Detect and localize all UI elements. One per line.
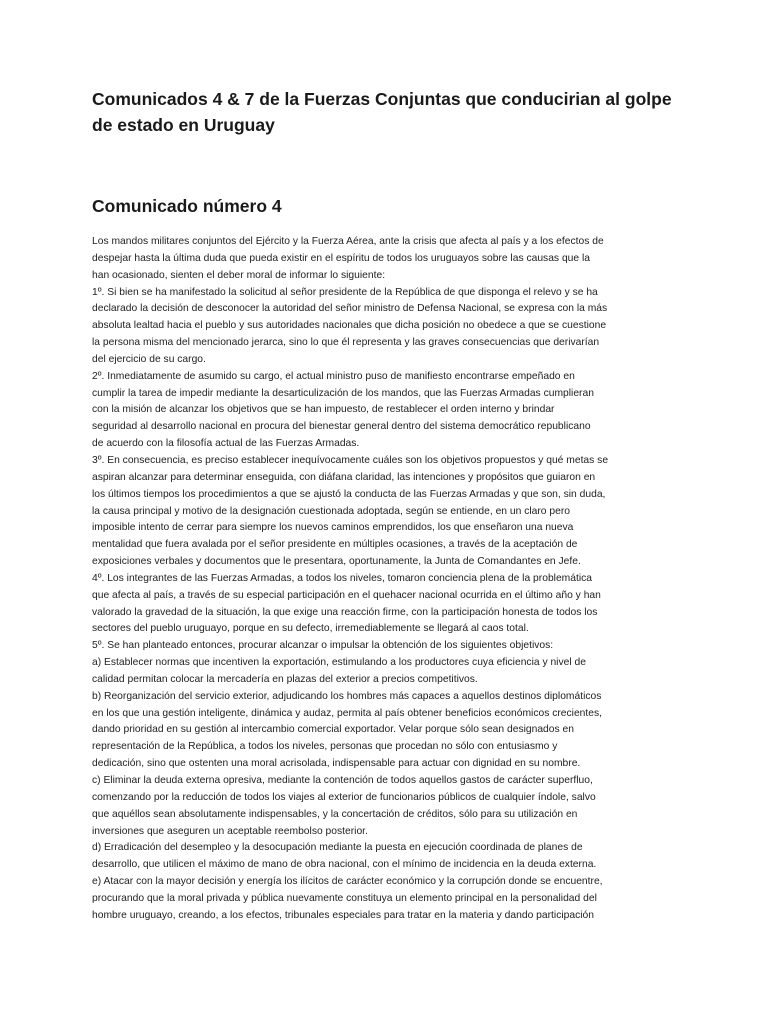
text-line: con la misión de alcanzar los objetivos que se han impuesto, de restablecer el orden interno y brindar bbox=[92, 404, 555, 416]
text-line: c) Eliminar la deuda externa opresiva, mediante la contención de todos aquellos gastos de carácter superfluo, bbox=[92, 775, 593, 786]
text-line: 4º. Los integrantes de las Fuerzas Armadas, a todos los niveles, tomaron conciencia plena de la problemática bbox=[92, 572, 593, 584]
text-line: cumplir la tarea de impedir mediante la desarticulización de los mandos, que las Fuerzas Armadas cumplieran bbox=[92, 387, 594, 399]
text-line: valorado la gravedad de la situación, la que exige una reacción firme, con la participación honesta de todos los bbox=[92, 606, 598, 618]
document-body bbox=[92, 234, 692, 925]
text-line: dedicación, sino que ostenten una moral acrisolada, indispensable para actuar con dignidad en su nombre. bbox=[92, 758, 581, 770]
text-line: b) Reorganización del servicio exterior, adjudicando los hombres más capaces a aquellos destinos diplomáticos bbox=[92, 690, 602, 702]
paragraph bbox=[92, 840, 692, 874]
paragraph bbox=[92, 689, 692, 773]
text-line: los últimos tiempos los procedimientos a que se ajustó la conducta de las Fuerzas Armadas y que son, sin duda, bbox=[92, 488, 606, 500]
text-line: calidad permitan colocar la mercadería en plazas del exterior a precios competitivos. bbox=[92, 673, 478, 685]
paragraph bbox=[92, 874, 692, 925]
text-line: representación de la República, a todos los niveles, personas que procedan no sólo con entusiasmo y bbox=[92, 741, 558, 753]
text-line: inversiones que aseguren un aceptable reembolso posterior. bbox=[92, 825, 368, 837]
text-line: procurando que la moral privada y pública nuevamente constituya un elemento principal en la personalidad del bbox=[92, 892, 597, 904]
text-line: Los mandos militares conjuntos del Ejército y la Fuerza Aérea, ante la crisis que afecta al país y a los efectos de bbox=[92, 236, 604, 247]
text-line: exposiciones verbales y documentos que le presentara, oportunamente, la Junta de Comandantes en Jefe. bbox=[92, 556, 581, 568]
paragraph bbox=[92, 234, 692, 285]
text-line: la persona misma del mencionado jerarca, sino lo que él representa y las graves consecuencias que derivarían bbox=[92, 337, 600, 349]
text-line: han ocasionado, sienten el deber moral de informar lo siguiente: bbox=[92, 269, 386, 281]
text-line: que afecta al país, a través de su especial participación en el quehacer nacional ocurrida en el último año y han bbox=[92, 589, 601, 601]
text-line: aspiran alcanzar para determinar enseguida, con diáfana claridad, las intenciones y propósitos que guiaron en bbox=[92, 471, 596, 483]
text-line: sectores del pueblo uruguayo, porque en su defecto, irremediablemente se llegará al caos total. bbox=[92, 623, 529, 635]
document-title: Comunicados 4 & 7 de la Fuerzas Conjuntas que conducirian al golpe de estado en Uruguay bbox=[92, 89, 672, 135]
paragraph bbox=[92, 369, 692, 453]
text-line: en los que una gestión inteligente, dinámica y audaz, permita al país obtener beneficios económicos crecientes, bbox=[92, 707, 603, 719]
text-line: 3º. En consecuencia, es preciso establecer inequívocamente cuáles son los objetivos propuestos y qué metas se bbox=[92, 454, 609, 466]
text-line: dando prioridad en su gestión al intercambio comercial exportador. Velar porque sólo sean designados en bbox=[92, 724, 574, 736]
text-line: imposible intento de cerrar para siempre los nuevos caminos emprendidos, los que enseñaron una nueva bbox=[92, 522, 574, 534]
text-line: del ejercicio de su cargo. bbox=[92, 353, 206, 365]
text-line: e) Atacar con la mayor decisión y energía los ilícitos de carácter económico y la corrupción donde se encuentre, bbox=[92, 876, 603, 888]
text-line: declarado la decisión de desconocer la autoridad del señor ministro de Defensa Nacional, se expresa con la más bbox=[92, 303, 608, 315]
text-line: despejar hasta la última duda que pueda existir en el espíritu de todos los uruguayos sobre las causas que la bbox=[92, 252, 590, 264]
paragraph bbox=[92, 453, 692, 571]
text-line: comenzando por la reducción de todos los viajes al exterior de funcionarios públicos de cualquier índole, salvo bbox=[92, 791, 596, 803]
text-line: 1º. Si bien se ha manifestado la solicitud al señor presidente de la República de que disponga el relevo y se ha bbox=[92, 286, 598, 298]
paragraph bbox=[92, 638, 692, 655]
paragraph bbox=[92, 655, 692, 689]
text-line: absoluta lealtad hacia el pueblo y sus autoridades nacionales que dicha posición no obedece a que se cuestione bbox=[92, 320, 607, 332]
text-line: d) Erradicación del desempleo y la desocupación mediante la puesta en ejecución coordinada de planes de bbox=[92, 842, 583, 854]
paragraph bbox=[92, 285, 692, 369]
text-line: de acuerdo con la filosofía actual de las Fuerzas Armadas. bbox=[92, 438, 360, 450]
text-line: 2º. Inmediatamente de asumido su cargo, el actual ministro puso de manifiesto encontrarse empeñado en bbox=[92, 370, 575, 382]
paragraph bbox=[92, 571, 692, 638]
text-line: a) Establecer normas que incentiven la exportación, estimulando a los productores cuya eficiencia y nivel de bbox=[92, 657, 586, 669]
paragraph bbox=[92, 773, 692, 840]
text-line: 5º. Se han planteado entonces, procurar alcanzar o impulsar la obtención de los siguientes objetivos: bbox=[92, 640, 554, 652]
text-line: mentalidad que fuera avalada por el señor presidente en múltiples ocasiones, a través de la aceptación de bbox=[92, 539, 578, 551]
text-line: hombre uruguayo, creando, a los efectos, tribunales especiales para tratar en la materia y dando participación bbox=[92, 909, 594, 921]
section-heading: Comunicado número 4 bbox=[92, 196, 282, 216]
text-line: desarrollo, que utilicen el máximo de mano de obra nacional, con el mínimo de incidencia en la deuda externa. bbox=[92, 859, 597, 871]
text-line: seguridad al desarrollo nacional en procura del bienestar general dentro del sistema democrático republicano bbox=[92, 421, 591, 433]
text-line: la causa principal y motivo de la designación cuestionada adoptada, según se entiende, en un claro pero bbox=[92, 505, 570, 517]
text-line: que aquéllos sean absolutamente indispensables, y la concertación de créditos, sólo para su utilización en bbox=[92, 808, 578, 820]
